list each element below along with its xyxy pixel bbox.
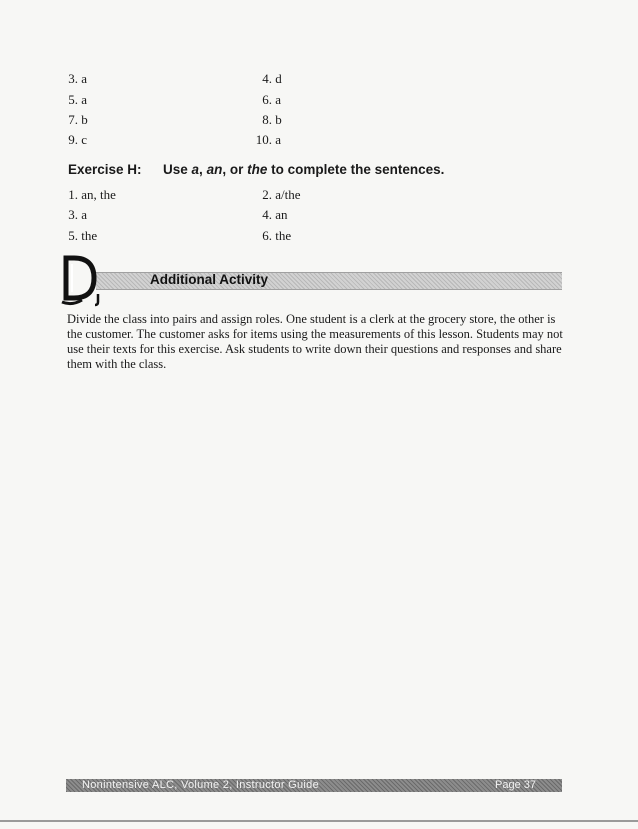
answer-value: a [81,92,88,107]
answer-number: 7. [68,112,78,127]
answer-right [252,71,282,87]
answer-value: a/the [275,187,301,202]
answer-value: an, the [81,187,116,202]
answer-value: b [275,112,282,127]
answer-left [58,228,97,244]
answer-value: a [275,132,282,147]
exercise-label: Exercise H: [68,162,142,177]
answer-right [252,228,291,244]
answer-value: d [275,71,282,86]
answer-value: a [275,92,282,107]
answer-number: 6. [262,228,272,243]
answer-value: c [81,132,88,147]
instr-word-the: the [247,162,268,177]
answer-number: 8. [262,112,272,127]
page-edge-line [0,820,638,822]
answer-value: b [81,112,88,127]
answer-left [58,207,87,223]
answer-right [252,132,281,148]
answer-left [58,71,87,87]
page-number: Page 37 [495,779,536,791]
answer-number: 2. [262,187,272,202]
answer-number: 5. [68,92,78,107]
answer-left [58,132,87,148]
answer-value: the [81,228,98,243]
answer-number: 1. [68,187,78,202]
answer-number: 3. [68,207,78,222]
answer-value: a [81,71,88,86]
answer-value: the [275,228,292,243]
answer-right [252,112,282,128]
instr-word-an: an [206,162,223,177]
answer-number: 4. [262,71,272,86]
answer-number: 4. [262,207,272,222]
answer-number: 5. [68,228,78,243]
footer-title: Nonintensive ALC, Volume 2, Instructor Guide [82,779,319,791]
answer-left [58,112,88,128]
answer-number: 9. [68,132,78,147]
answer-value: an [275,207,288,222]
answer-value: a [81,207,88,222]
answer-left [58,92,87,108]
instr-suffix: to complete the sentences. [267,162,445,177]
activity-paragraph: Divide the class into pairs and assign roles. One student is a clerk at the grocery store, the other is the customer. The customer asks for items using the measurements of this lesson. Students may not use their texts for this exercise. Ask students to write down their questions and responses and share them with the class. [67,312,563,371]
instr-word-a: a [191,162,200,177]
answer-right [252,92,281,108]
answer-right [252,207,288,223]
instr-prefix: Use [163,162,192,177]
answer-number: 3. [68,71,78,86]
answer-number: 10. [255,132,272,147]
instr-sep1: , [199,162,207,177]
answer-left [58,187,116,203]
section-d-icon [60,252,110,308]
answer-number: 6. [262,92,272,107]
answer-right [252,187,301,203]
section-title: Additional Activity [150,272,269,287]
exercise-instructions [163,162,444,177]
instr-sep2: , or [222,162,248,177]
